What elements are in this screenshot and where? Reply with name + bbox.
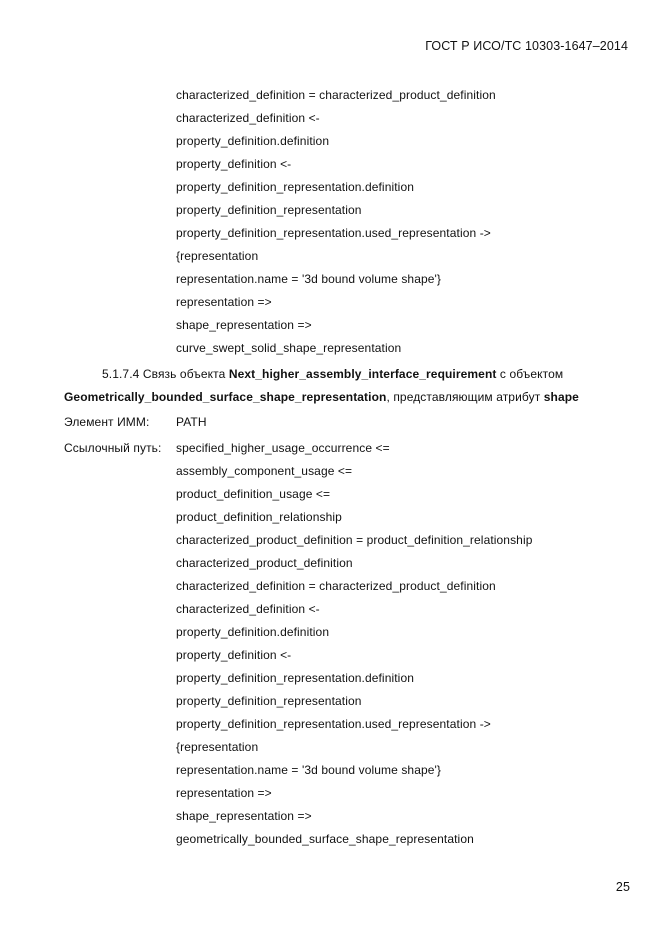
path-line: {representation (176, 740, 259, 754)
element-label: Элемент ИММ: (64, 415, 150, 429)
section-target: Geometrically_bounded_surface_shape_representation (64, 390, 387, 404)
path-line: property_definition <- (176, 157, 292, 171)
path-line: geometrically_bounded_surface_shape_representation (176, 832, 474, 846)
path-line: shape_representation => (176, 318, 312, 332)
path-line: product_definition_relationship (176, 510, 342, 524)
path-line: assembly_component_usage <= (176, 464, 353, 478)
section-heading-continuation (64, 389, 579, 405)
path-line: representation => (176, 295, 272, 309)
path-line: characterized_definition = characterized_product_definition (176, 88, 496, 102)
section-text-before: Связь объекта (142, 367, 226, 381)
path-line: property_definition <- (176, 648, 292, 662)
path-line: representation.name = '3d bound volume shape'} (176, 272, 442, 286)
section-heading (102, 366, 563, 382)
page-number: 25 (615, 880, 630, 894)
path-line: characterized_definition <- (176, 602, 320, 616)
path-line: characterized_definition <- (176, 111, 320, 125)
path-line: {representation (176, 249, 259, 263)
document-header: ГОСТ Р ИСО/ТС 10303-1647–2014 (425, 39, 628, 53)
path-line: representation => (176, 786, 272, 800)
section-text-after: , представляющим атрибут (386, 390, 541, 404)
path-line: characterized_product_definition (176, 556, 353, 570)
path-line: property_definition_representation (176, 694, 362, 708)
element-value: PATH (176, 415, 207, 429)
path-line: property_definition_representation (176, 203, 362, 217)
path-line: specified_higher_usage_occurrence <= (176, 441, 390, 455)
section-number: 5.1.7.4 (102, 367, 140, 381)
path-line: shape_representation => (176, 809, 312, 823)
path-line: characterized_product_definition = product_definition_relationship (176, 533, 533, 547)
path-line: property_definition.definition (176, 134, 330, 148)
path-line: curve_swept_solid_shape_representation (176, 341, 402, 355)
path-line: representation.name = '3d bound volume shape'} (176, 763, 442, 777)
path-line: characterized_definition = characterized_product_definition (176, 579, 496, 593)
path-line: property_definition_representation.definition (176, 180, 414, 194)
path-line: property_definition_representation.used_representation -> (176, 226, 491, 240)
path-line: property_definition.definition (176, 625, 330, 639)
path-line: product_definition_usage <= (176, 487, 331, 501)
path-line: property_definition_representation.definition (176, 671, 414, 685)
reference-label: Ссылочный путь: (64, 441, 162, 455)
path-line: property_definition_representation.used_representation -> (176, 717, 491, 731)
section-text-middle: с объектом (499, 367, 564, 381)
section-entity: Next_higher_assembly_interface_requirement (228, 367, 497, 381)
section-attribute: shape (543, 390, 579, 404)
